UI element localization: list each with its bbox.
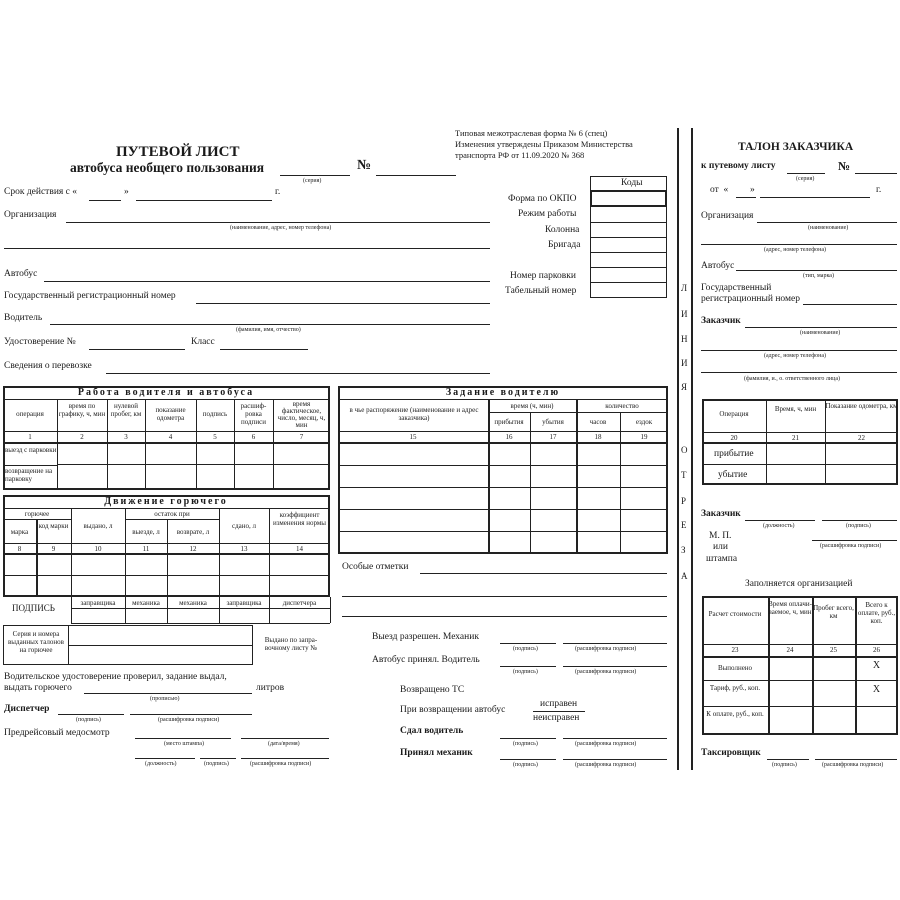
accepted-sign-line[interactable] — [500, 666, 556, 667]
decode-hint: (расшифровка подписи) — [575, 646, 637, 652]
validity-year: г. — [275, 187, 281, 197]
fuel-col-coef: коэффициент изменения нормы — [272, 511, 327, 527]
cut-line-left — [677, 128, 679, 770]
accepted-mech-label: Принял механик — [400, 748, 473, 758]
calc-num: 26 — [873, 646, 880, 654]
handed-driver-label: Сдал водитель — [400, 726, 464, 736]
addr-hint: (адрес, номер телефона) — [764, 247, 827, 253]
carrier-info-label: Сведения о перевозке — [4, 361, 92, 371]
task-num: 17 — [549, 433, 557, 441]
codes-okpo-label: Форма по ОКПО — [508, 194, 577, 204]
coupon-year: г. — [876, 185, 882, 195]
dispatcher-label: Диспетчер — [4, 704, 50, 714]
organization-label: Организация — [4, 210, 57, 220]
coupon-num: 22 — [858, 434, 865, 442]
stamp-hint: (место штампа) — [164, 741, 204, 747]
coupon-customer-line-2[interactable] — [701, 350, 897, 351]
fuel-num: 10 — [94, 545, 102, 553]
fuel-num: 9 — [51, 545, 56, 553]
fuel-col-rest: остаток при — [154, 510, 190, 518]
codes-mode-label: Режим работы — [518, 209, 577, 219]
coupon-org-line-2[interactable] — [701, 244, 897, 245]
validity-day[interactable] — [89, 200, 121, 201]
coupon-org-label: Организация — [701, 211, 754, 221]
coupon-day-line[interactable] — [736, 197, 756, 198]
codes-okpo-cell[interactable] — [590, 190, 667, 207]
signature-label: ПОДПИСЬ — [12, 603, 55, 613]
status-ok: исправен — [540, 699, 578, 709]
cut-letter: О — [681, 445, 688, 455]
signature-col: заправщика — [226, 599, 262, 607]
calc-col-time: Время оплачи-ваемое, ч, мин — [768, 600, 812, 616]
work-num: 2 — [80, 433, 84, 441]
work-num: 6 — [251, 433, 256, 441]
medical-label: Предрейсовый медосмотр — [4, 728, 110, 738]
coupon-number-sign: № — [838, 159, 851, 173]
bus-line[interactable] — [44, 281, 490, 282]
coupon-reg-line[interactable] — [803, 304, 897, 305]
task-col-time: время (ч, мин) — [510, 402, 554, 410]
carrier-info-line[interactable] — [106, 373, 490, 374]
x-mark: Х — [872, 684, 881, 695]
work-num: 5 — [213, 433, 217, 441]
calc-col-total: Всего к оплате, руб., коп. — [857, 601, 896, 625]
sign-hint: (подпись) — [513, 646, 538, 652]
series-hint: (серия) — [796, 176, 815, 182]
calc-row-pay: К оплате, руб., коп. — [706, 710, 764, 718]
fuel-num: 12 — [189, 545, 197, 553]
cut-letter: Н — [681, 334, 688, 344]
series-line[interactable] — [280, 175, 350, 176]
name-hint: (наименование) — [800, 330, 841, 336]
license-label: Удостоверение № — [4, 337, 76, 347]
taxer-sign-line[interactable] — [767, 759, 809, 760]
work-col-schedule: время по графику, ч, мин — [58, 402, 106, 418]
certified-text: Водительское удостоверение проверил, задание выдал, — [4, 672, 227, 682]
returned-label: Возвращено ТС — [400, 685, 465, 695]
allowed-decode-line[interactable] — [563, 643, 667, 644]
allowed-sign-line[interactable] — [500, 643, 556, 644]
position-hint: (должность) — [145, 761, 177, 767]
accepted-label: Автобус принял. Водитель — [372, 655, 480, 665]
coupon-position-line[interactable] — [745, 520, 815, 521]
cut-letter: И — [681, 358, 688, 368]
task-num: 18 — [594, 433, 602, 441]
coupon-decode-line[interactable] — [812, 540, 897, 541]
handed-sign-line[interactable] — [500, 738, 556, 739]
task-col-arrival: прибытия — [494, 418, 524, 426]
coupon-customer-label: Заказчик — [701, 316, 741, 326]
sign-hint: (подпись) — [513, 762, 538, 768]
validity-rq: » — [124, 187, 129, 197]
series-hint: (серия) — [303, 178, 322, 184]
coupon-from: от « — [710, 185, 729, 195]
coupon-bus-label: Автобус — [701, 261, 735, 271]
on-return-label: При возвращении автобус — [400, 705, 506, 715]
fio-hint: (фамилия, и., о. ответственного лица) — [744, 376, 840, 382]
accepted-decode-line[interactable] — [563, 666, 667, 667]
cut-letter: Я — [681, 382, 688, 392]
reg-number-label: Государственный регистрационный номер — [4, 291, 176, 301]
task-col-hours: часов — [589, 418, 607, 426]
work-col-actual: время фактическое, число, месяц, ч, мин — [277, 400, 326, 429]
coupon-num: 20 — [730, 434, 738, 442]
coupon-col-odometer: Показание одометра, км — [825, 402, 898, 410]
work-title: Работа водителя и автобуса — [77, 387, 255, 398]
task-num: 19 — [640, 433, 648, 441]
fuel-num: 11 — [142, 545, 150, 553]
fuel-col-handed: сдано, л — [231, 522, 256, 530]
work-row-departure: выезд с парковки — [5, 446, 57, 454]
calc-col-cost: Расчет стоимости — [708, 610, 762, 618]
medical-decode-line[interactable] — [241, 758, 329, 759]
coupon-org-line[interactable] — [757, 222, 897, 223]
signature-col: механика — [132, 599, 160, 607]
calc-num: 24 — [786, 646, 794, 654]
reg-number-line[interactable] — [196, 303, 490, 304]
decode-hint: (расшифровка подписи) — [575, 762, 637, 768]
coupon-customer-sign-label: Заказчик — [701, 509, 741, 519]
coupons-issued: Выдано по запра-вочному листу № — [264, 636, 318, 652]
coupon-to-list: к путевому листу — [701, 161, 776, 171]
task-col-qty: количество — [605, 402, 639, 410]
fuel-num: 8 — [17, 545, 22, 553]
addr-hint: (адрес, номер телефона) — [764, 353, 827, 359]
decode-hint: (расшифровка подписи) — [158, 717, 220, 723]
decode-hint: (расшифровка подписи) — [820, 543, 882, 549]
sign-hint: (подпись) — [513, 741, 538, 747]
sign-hint: (подпись) — [772, 762, 797, 768]
work-num: 3 — [124, 433, 128, 441]
mp-stamp: штампа — [706, 554, 738, 564]
bus-label: Автобус — [4, 269, 38, 279]
decode-hint: (расшифровка подписи) — [575, 741, 637, 747]
task-num: 15 — [409, 433, 417, 441]
organization-line[interactable] — [66, 222, 490, 223]
sign-hint: (подпись) — [513, 669, 538, 675]
driver-line[interactable] — [50, 324, 490, 325]
class-line[interactable] — [220, 349, 308, 350]
fuel-col-issued: выдано, л — [83, 522, 113, 530]
coupon-series-line[interactable] — [787, 173, 825, 174]
doc-title: ПУТЕВОЙ ЛИСТ — [116, 144, 240, 160]
sign-hint: (подпись) — [204, 761, 229, 767]
medical-stamp-line[interactable] — [135, 738, 231, 739]
work-col-sign: подпись — [202, 410, 228, 418]
medical-sign-line[interactable] — [200, 758, 236, 759]
validity-label: Срок действия с « — [4, 187, 77, 197]
codes-tab-label: Табельный номер — [505, 286, 577, 296]
work-num: 4 — [168, 433, 173, 441]
work-col-zero-run: нулевой пробег, км — [110, 402, 142, 418]
doc-subtitle: автобуса необщего пользования — [70, 160, 265, 175]
calc-num: 23 — [731, 646, 739, 654]
fuel-col-rest-in: возврате, л — [176, 528, 210, 536]
name-hint: (наименование) — [808, 225, 849, 231]
position-hint: (должность) — [763, 523, 795, 529]
coupon-customer-line[interactable] — [745, 327, 897, 328]
medical-position-line[interactable] — [135, 758, 195, 759]
coupon-col-operation: Операция — [719, 410, 749, 418]
dispatcher-sign-line[interactable] — [58, 714, 124, 715]
cut-letter: А — [681, 571, 688, 581]
task-col-trips: ездок — [635, 418, 653, 426]
coupon-rq: » — [750, 185, 755, 195]
work-col-operation: операция — [16, 410, 44, 418]
mp-label: М. П. — [709, 531, 732, 541]
form-info: Типовая межотраслевая форма № 6 (спец) Изменения утверждены Приказом Министерства транспорта РФ от 11.09.2020 № 368 — [455, 128, 633, 160]
coupon-sign-line[interactable] — [822, 520, 897, 521]
special-line-2[interactable] — [342, 596, 667, 597]
driver-label: Водитель — [4, 313, 43, 323]
sign-hint: (подпись) — [846, 523, 871, 529]
organization-line-2[interactable] — [4, 248, 490, 249]
special-line-3[interactable] — [342, 616, 667, 617]
coupon-row-arrival: прибытие — [714, 449, 754, 459]
mech-decode-line[interactable] — [563, 759, 667, 760]
coupon-customer-line-3[interactable] — [701, 372, 897, 373]
codes-column-label: Колонна — [545, 225, 580, 235]
propis-hint: (прописью) — [150, 696, 180, 702]
calc-num: 25 — [830, 646, 837, 654]
filled-by-label: Заполняется организацией — [745, 579, 853, 589]
decode-hint: (расшифровка подписи) — [250, 761, 312, 767]
datetime-hint: (дата/время) — [268, 741, 300, 747]
decode-hint: (расшифровка подписи) — [575, 669, 637, 675]
taxer-label: Таксировщик — [701, 748, 761, 758]
issue-fuel-label: выдать горючего — [4, 683, 72, 693]
decode-hint: (расшифровка подписи) — [822, 762, 884, 768]
coupon-month-line[interactable] — [760, 197, 870, 198]
allowed-label: Выезд разрешен. Механик — [372, 632, 479, 642]
coupon-number-line[interactable] — [855, 173, 897, 174]
task-col-departure: убытия — [542, 418, 564, 426]
cut-letter: Т — [681, 470, 687, 480]
fuel-num: 13 — [240, 545, 248, 553]
signature-col: заправщика — [80, 599, 116, 607]
class-label: Класс — [191, 337, 215, 347]
special-label: Особые отметки — [342, 562, 409, 572]
calc-row-done: Выполнено — [717, 664, 753, 672]
taxer-decode-line[interactable] — [815, 759, 897, 760]
calc-col-run: Пробег всего, км — [813, 604, 854, 620]
task-title: Задание водителю — [445, 387, 561, 398]
dispatcher-decode-line[interactable] — [130, 714, 252, 715]
work-row-return: возвращение на парковку — [5, 467, 53, 483]
number-sign: № — [357, 158, 372, 173]
mp-or: или — [713, 542, 728, 552]
type-hint: (тип, марка) — [803, 273, 834, 279]
handed-decode-line[interactable] — [563, 738, 667, 739]
coupons-label: Серия и номера выданных талонов на горючее — [8, 630, 64, 654]
codes-parking-label: Номер парковки — [510, 271, 576, 281]
work-col-decode: расшиф-ровка подписи — [240, 402, 267, 426]
medical-date-line[interactable] — [241, 738, 329, 739]
cut-letter: З — [681, 545, 686, 555]
codes-header: Коды — [621, 178, 643, 188]
mech-sign-line[interactable] — [500, 759, 556, 760]
coupon-bus-line[interactable] — [736, 270, 897, 271]
validity-month[interactable] — [136, 200, 272, 201]
cut-line-right — [691, 128, 693, 770]
coupon-title: ТАЛОН ЗАКАЗЧИКА — [738, 141, 854, 153]
sign-hint: (подпись) — [76, 717, 101, 723]
signature-col: диспетчера — [282, 599, 317, 607]
cut-letter: И — [681, 309, 688, 319]
fuel-title: Движение горючего — [104, 496, 228, 507]
fuel-col-rest-out: выезде, л — [132, 528, 160, 536]
task-col-disposal: в чье распоряжение (наименование и адрес заказчика) — [349, 406, 479, 422]
calc-row-tariff: Тариф, руб., коп. — [709, 684, 761, 692]
work-col-odometer: показание одометра — [155, 406, 186, 422]
x-mark: Х — [872, 660, 881, 671]
work-num: 7 — [299, 433, 304, 441]
coupon-col-time: Время, ч, мин — [774, 405, 817, 413]
liters-label: литров — [256, 683, 285, 693]
issue-fuel-line[interactable] — [84, 693, 252, 694]
organization-hint: (наименование, адрес, номер телефона) — [230, 225, 332, 231]
fuel-col-brand: марка — [10, 528, 29, 536]
signature-col: механика — [179, 599, 207, 607]
task-num: 16 — [505, 433, 513, 441]
coupon-reg-label: Государственный регистрационный номер — [701, 283, 800, 304]
special-line-1[interactable] — [420, 573, 667, 574]
fuel-num: 14 — [296, 545, 303, 553]
fuel-col-fuel: горючее — [24, 510, 50, 518]
cut-letter: Е — [681, 520, 687, 530]
codes-brigade-label: Бригада — [548, 240, 581, 250]
cut-letter: Р — [681, 496, 687, 506]
driver-hint: (фамилия, имя, отчество) — [236, 327, 301, 333]
status-faulty: неисправен — [533, 713, 580, 723]
coupon-num: 21 — [792, 434, 799, 442]
license-line[interactable] — [89, 349, 185, 350]
cut-letter: Л — [681, 283, 688, 293]
work-num: 1 — [28, 433, 32, 441]
coupon-row-departure: убытие — [718, 470, 748, 480]
fuel-col-code: код марки — [38, 522, 69, 530]
number-line[interactable] — [376, 175, 456, 176]
